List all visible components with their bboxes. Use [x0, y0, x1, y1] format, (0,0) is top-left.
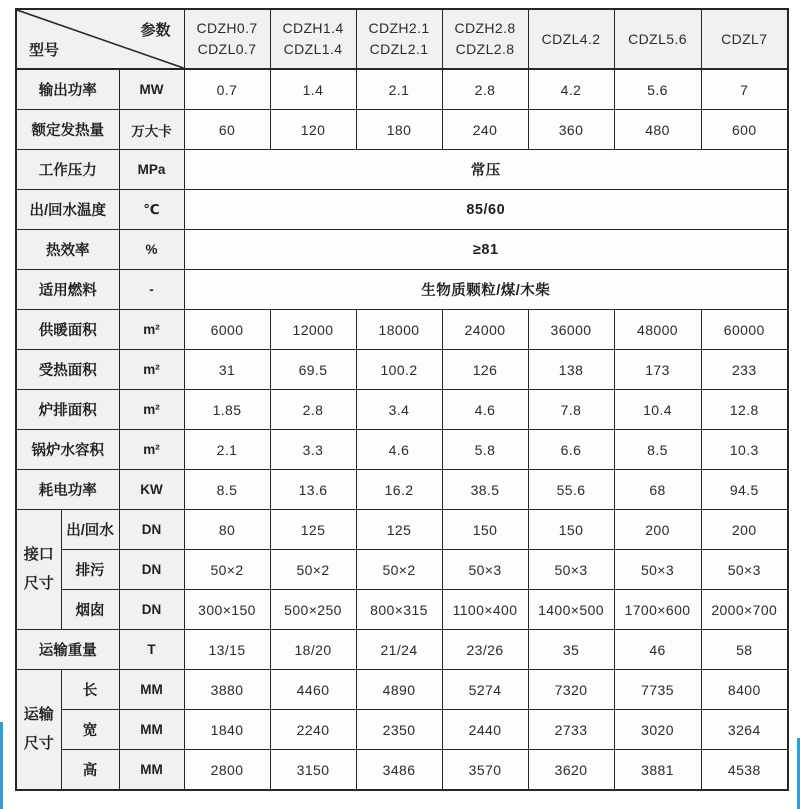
- table-row: [16, 750, 788, 791]
- value-cell: 3020: [614, 710, 701, 750]
- value-cell: 18000: [356, 310, 442, 350]
- value-cell: 180: [356, 110, 442, 150]
- value-cell: 3.4: [356, 390, 442, 430]
- table-row: [16, 190, 788, 230]
- value-cell: 16.2: [356, 470, 442, 510]
- value-cell: 3.3: [270, 430, 356, 470]
- unit-cell: ℃: [119, 190, 184, 230]
- table-row: [16, 430, 788, 470]
- sub-row-label: 烟囱: [61, 590, 119, 630]
- table-row: [16, 630, 788, 670]
- value-cell: 1400×500: [528, 590, 614, 630]
- value-cell: 4890: [356, 670, 442, 710]
- value-cell: 200: [614, 510, 701, 550]
- value-cell: 200: [701, 510, 788, 550]
- unit-cell: m²: [119, 350, 184, 390]
- table-row: [16, 590, 788, 630]
- value-cell: 24000: [442, 310, 528, 350]
- value-cell: 3486: [356, 750, 442, 791]
- table-row: [16, 550, 788, 590]
- column-header: [356, 9, 442, 69]
- value-cell: 55.6: [528, 470, 614, 510]
- value-cell: 800×315: [356, 590, 442, 630]
- merged-value-cell: 生物质颗粒/煤/木柴: [184, 270, 788, 310]
- unit-cell: m²: [119, 390, 184, 430]
- merged-value-cell: ≥81: [184, 230, 788, 270]
- unit-cell: MPa: [119, 150, 184, 190]
- value-cell: 2733: [528, 710, 614, 750]
- value-cell: 8.5: [614, 430, 701, 470]
- row-label: 炉排面积: [16, 390, 119, 430]
- unit-cell: DN: [119, 510, 184, 550]
- value-cell: 50×3: [614, 550, 701, 590]
- table-row: [16, 230, 788, 270]
- value-cell: 7: [701, 69, 788, 110]
- value-cell: 233: [701, 350, 788, 390]
- value-cell: 3150: [270, 750, 356, 791]
- value-cell: 120: [270, 110, 356, 150]
- sub-row-label: 排污: [61, 550, 119, 590]
- value-cell: 1840: [184, 710, 270, 750]
- merged-value-cell: 常压: [184, 150, 788, 190]
- table-row: [16, 310, 788, 350]
- column-header-line: CDZL2.1: [369, 41, 429, 57]
- table-row: [16, 69, 788, 110]
- table-row: [16, 710, 788, 750]
- value-cell: 60000: [701, 310, 788, 350]
- left-edge-accent: [0, 722, 3, 809]
- value-cell: 7735: [614, 670, 701, 710]
- row-label: 工作压力: [16, 150, 119, 190]
- table-row: [16, 670, 788, 710]
- unit-cell: MM: [119, 670, 184, 710]
- table-row: [16, 270, 788, 310]
- unit-cell: MM: [119, 710, 184, 750]
- unit-cell: 万大卡: [119, 110, 184, 150]
- value-cell: 5274: [442, 670, 528, 710]
- value-cell: 1.85: [184, 390, 270, 430]
- value-cell: 240: [442, 110, 528, 150]
- sub-row-label: 出/回水: [61, 510, 119, 550]
- value-cell: 12.8: [701, 390, 788, 430]
- value-cell: 480: [614, 110, 701, 150]
- merged-value-cell: 85/60: [184, 190, 788, 230]
- column-header-line: CDZH2.1: [368, 20, 430, 36]
- value-cell: 8400: [701, 670, 788, 710]
- value-cell: 3570: [442, 750, 528, 791]
- table-row: [16, 110, 788, 150]
- corner-param-label: 参数: [140, 22, 171, 39]
- value-cell: 2240: [270, 710, 356, 750]
- column-header: [270, 9, 356, 69]
- value-cell: 3264: [701, 710, 788, 750]
- group-label: [16, 670, 61, 791]
- column-header-line: CDZL2.8: [455, 41, 515, 57]
- sub-row-label: 高: [61, 750, 119, 791]
- value-cell: 2800: [184, 750, 270, 791]
- value-cell: 38.5: [442, 470, 528, 510]
- value-cell: 2.1: [184, 430, 270, 470]
- value-cell: 2.8: [442, 69, 528, 110]
- value-cell: 23/26: [442, 630, 528, 670]
- header-row: [16, 9, 788, 69]
- value-cell: 12000: [270, 310, 356, 350]
- value-cell: 8.5: [184, 470, 270, 510]
- unit-cell: KW: [119, 470, 184, 510]
- table-row: [16, 150, 788, 190]
- value-cell: 2000×700: [701, 590, 788, 630]
- group-label-line: 运输: [23, 706, 54, 723]
- column-header-line: CDZL7: [721, 30, 768, 47]
- value-cell: 600: [701, 110, 788, 150]
- value-cell: 150: [528, 510, 614, 550]
- value-cell: 6000: [184, 310, 270, 350]
- value-cell: 60: [184, 110, 270, 150]
- value-cell: 31: [184, 350, 270, 390]
- column-header: [442, 9, 528, 69]
- unit-cell: T: [119, 630, 184, 670]
- value-cell: 2.1: [356, 69, 442, 110]
- value-cell: 5.6: [614, 69, 701, 110]
- value-cell: 13/15: [184, 630, 270, 670]
- row-label: 锅炉水容积: [16, 430, 119, 470]
- table-row: [16, 470, 788, 510]
- value-cell: 5.8: [442, 430, 528, 470]
- value-cell: 6.6: [528, 430, 614, 470]
- table-row: [16, 350, 788, 390]
- value-cell: 18/20: [270, 630, 356, 670]
- column-header: [184, 9, 270, 69]
- value-cell: 138: [528, 350, 614, 390]
- value-cell: 150: [442, 510, 528, 550]
- unit-cell: MW: [119, 69, 184, 110]
- unit-cell: MM: [119, 750, 184, 791]
- unit-cell: DN: [119, 590, 184, 630]
- group-label: [16, 510, 61, 630]
- row-label: 供暖面积: [16, 310, 119, 350]
- value-cell: 4.6: [356, 430, 442, 470]
- table-row: [16, 390, 788, 430]
- value-cell: 3620: [528, 750, 614, 791]
- value-cell: 13.6: [270, 470, 356, 510]
- value-cell: 46: [614, 630, 701, 670]
- value-cell: 0.7: [184, 69, 270, 110]
- row-label: 额定发热量: [16, 110, 119, 150]
- value-cell: 500×250: [270, 590, 356, 630]
- value-cell: 94.5: [701, 470, 788, 510]
- value-cell: 3881: [614, 750, 701, 791]
- value-cell: 1.4: [270, 69, 356, 110]
- row-label: 适用燃料: [16, 270, 119, 310]
- row-label: 出/回水温度: [16, 190, 119, 230]
- sub-row-label: 宽: [61, 710, 119, 750]
- value-cell: 2440: [442, 710, 528, 750]
- column-header-line: CDZH1.4: [282, 20, 344, 36]
- corner-model-label: 型号: [29, 42, 60, 59]
- unit-cell: m²: [119, 430, 184, 470]
- group-label-line: 接口: [23, 546, 54, 563]
- column-header-line: CDZH2.8: [454, 20, 516, 36]
- value-cell: 4.6: [442, 390, 528, 430]
- value-cell: 68: [614, 470, 701, 510]
- column-header-line: CDZL5.6: [628, 30, 687, 47]
- column-header: [528, 9, 614, 69]
- value-cell: 125: [356, 510, 442, 550]
- value-cell: 1100×400: [442, 590, 528, 630]
- value-cell: 4.2: [528, 69, 614, 110]
- column-header: [701, 9, 788, 69]
- value-cell: 80: [184, 510, 270, 550]
- value-cell: 36000: [528, 310, 614, 350]
- value-cell: 100.2: [356, 350, 442, 390]
- row-label: 受热面积: [16, 350, 119, 390]
- unit-cell: -: [119, 270, 184, 310]
- column-header-line: CDZH0.7: [196, 20, 258, 36]
- value-cell: 50×2: [184, 550, 270, 590]
- unit-cell: DN: [119, 550, 184, 590]
- value-cell: 360: [528, 110, 614, 150]
- value-cell: 3880: [184, 670, 270, 710]
- value-cell: 2.8: [270, 390, 356, 430]
- value-cell: 50×3: [528, 550, 614, 590]
- row-label: 运输重量: [16, 630, 119, 670]
- value-cell: 2350: [356, 710, 442, 750]
- value-cell: 126: [442, 350, 528, 390]
- table-row: [16, 510, 788, 550]
- value-cell: 48000: [614, 310, 701, 350]
- sub-row-label: 长: [61, 670, 119, 710]
- value-cell: 10.4: [614, 390, 701, 430]
- value-cell: 173: [614, 350, 701, 390]
- group-label-line: 尺寸: [23, 734, 54, 752]
- value-cell: 35: [528, 630, 614, 670]
- unit-cell: %: [119, 230, 184, 270]
- value-cell: 4460: [270, 670, 356, 710]
- value-cell: 50×3: [442, 550, 528, 590]
- group-label-line: 尺寸: [23, 574, 54, 592]
- value-cell: 50×3: [701, 550, 788, 590]
- value-cell: 21/24: [356, 630, 442, 670]
- value-cell: 7320: [528, 670, 614, 710]
- row-label: 输出功率: [16, 69, 119, 110]
- value-cell: 50×2: [356, 550, 442, 590]
- value-cell: 125: [270, 510, 356, 550]
- value-cell: 4538: [701, 750, 788, 791]
- corner-cell: [16, 9, 184, 69]
- value-cell: 50×2: [270, 550, 356, 590]
- value-cell: 1700×600: [614, 590, 701, 630]
- column-header-line: CDZL1.4: [283, 41, 343, 57]
- row-label: 热效率: [16, 230, 119, 270]
- value-cell: 7.8: [528, 390, 614, 430]
- column-header-line: CDZL4.2: [541, 30, 601, 47]
- boiler-spec-table: [15, 8, 789, 791]
- unit-cell: m²: [119, 310, 184, 350]
- column-header-line: CDZL0.7: [197, 41, 257, 57]
- value-cell: 69.5: [270, 350, 356, 390]
- value-cell: 58: [701, 630, 788, 670]
- row-label: 耗电功率: [16, 470, 119, 510]
- value-cell: 300×150: [184, 590, 270, 630]
- value-cell: 10.3: [701, 430, 788, 470]
- column-header: [614, 9, 701, 69]
